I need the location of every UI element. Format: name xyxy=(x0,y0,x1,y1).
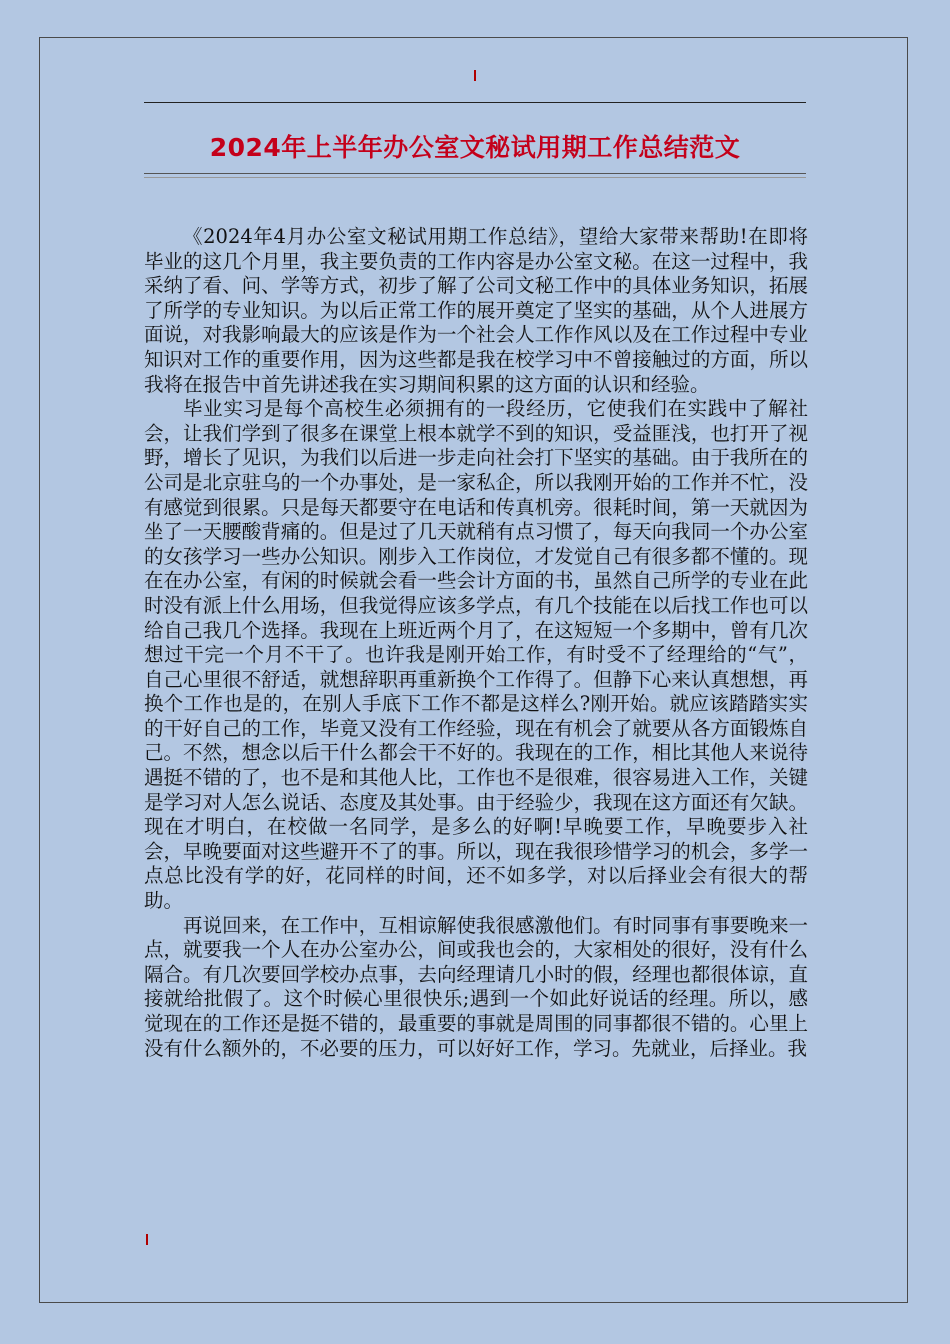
document-body xyxy=(144,225,808,1061)
paragraph-3: 再说回来，在工作中，互相谅解使我很感激他们。有时同事有事要晚来一点，就要我一个人在办公室办公，间或我也会的，大家相处的很好，没有什么隔合。有几次要回学校办点事，去向经理请几小时的假，经理也都很体谅，直接就给批假了。这个时候心里很快乐;遇到一个如此好说话的经理。所以，感觉现在的工作还是挺不错的，最重要的事就是周围的同事都很不错的。心里上没有什么额外的，不必要的压力，可以好好工作，学习。先就业，后择业。我 xyxy=(144,913,808,1060)
footer-mark xyxy=(146,1234,148,1245)
header-mark xyxy=(474,70,476,81)
title-underline xyxy=(144,173,806,174)
paragraph-2: 毕业实习是每个高校生必须拥有的一段经历，它使我们在实践中了解社会，让我们学到了很多在课堂上根本就学不到的知识，受益匪浅，也打开了视野，增长了见识，为我们以后进一步走向社会打下坚实的基础。由于我所在的公司是北京驻乌的一个办事处，是一家私企，所以我刚开始的工作并不忙，没有感觉到很累。只是每天都要守在电话和传真机旁。很耗时间，第一天就因为坐了一天腰酸背痛的。但是过了几天就稍有点习惯了，每天向我同一个办公室的女孩学习一些办公知识。刚步入工作岗位，才发觉自己有很多都不懂的。现在在办公室，有闲的时候就会看一些会计方面的书，虽然自己所学的专业在此时没有派上什么用场，但我觉得应该多学点，有几个技能在以后找工作也可以给自己我几个选择。我现在上班近两个月了，在这短短一个多期中，曾有几次想过干完一个月不干了。也许我是刚开始工作，有时受不了经理给的“气”， 自己心里很不舒适，就想辞职再重新换个工作得了。但静下心来认真想想，再换个工作也是的，在别人手底下工作不都是这样么?刚开始。就应该踏踏实实的干好自己的工作，毕竟又没有工作经验，现在有机会了就要从各方面锻炼自己。不然，想念以后干什么都会干不好的。我现在的工作，相比其他人来说待遇挺不错的了，也不是和其他人比，工作也不是很难，很容易进入工作，关键是学习对人怎么说话、态度及其处事。由于经验少，我现在这方面还有欠缺。现在才明白，在校做一名同学，是多么的好啊!早晚要工作，早晚要步入社会，早晚要面对这些避开不了的事。所以，现在我很珍惜学习的机会，多学一点总比没有学的好，花同样的时间，还不如多学，对以后择业会有很大的帮助。 xyxy=(144,397,808,913)
paragraph-1: 《2024年4月办公室文秘试用期工作总结》，望给大家带来帮助!在即将毕业的这几个月里，我主要负责的工作内容是办公室文秘。在这一过程中，我采纳了看、问、学等方式，初步了解了公司文秘工作中的具体业务知识，拓展了所学的专业知识。为以后正常工作的展开奠定了坚实的基础，从个人进展方面说，对我影响最大的应该是作为一个社会人工作作风以及在工作过程中专业知识对工作的重要作用，因为这些都是我在校学习中不曾接触过的方面，所以我将在报告中首先讲述我在实习期间积累的这方面的认识和经验。 xyxy=(144,225,808,396)
header-rule xyxy=(144,102,806,103)
title-underline-shadow xyxy=(144,177,806,178)
document-title: 2024年上半年办公室文秘试用期工作总结范文 xyxy=(209,133,741,162)
